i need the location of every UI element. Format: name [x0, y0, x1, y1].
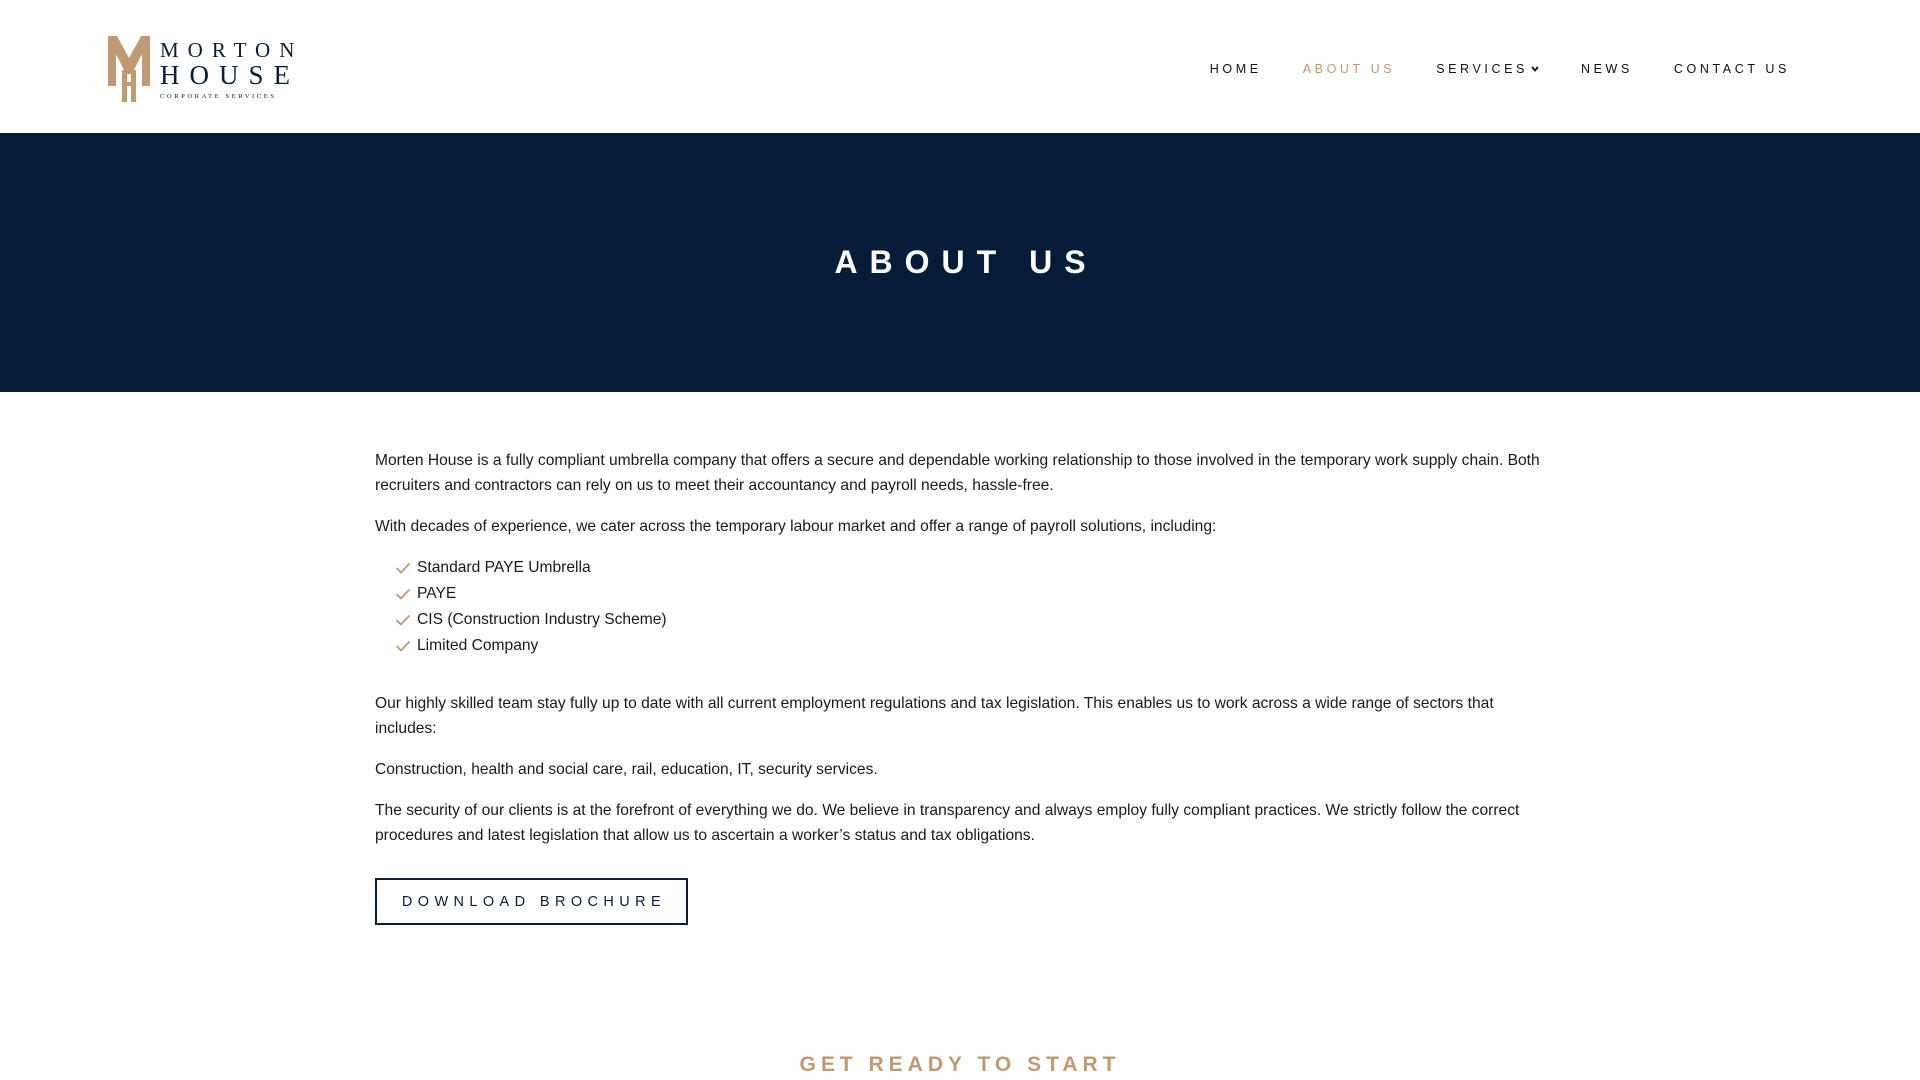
main-content	[375, 448, 1555, 864]
nav-item-contact-us[interactable]	[1674, 62, 1790, 76]
payroll-solutions-list	[395, 555, 1555, 659]
list-item	[395, 555, 1555, 581]
list-item	[395, 607, 1555, 633]
nav-item-label: ABOUT US	[1302, 62, 1396, 76]
list-item-label: PAYE	[417, 585, 457, 602]
page-title: ABOUT US	[834, 244, 1098, 280]
main-nav	[1169, 62, 1790, 76]
check-icon	[395, 613, 411, 627]
chevron-down-icon	[1530, 64, 1540, 74]
intro-paragraph: Morten House is a fully compliant umbrella company that offers a secure and dependable working relationship to those involved in the temporary work supply chain. Both recruiters and contractors can rely on us to meet their accountancy and payroll needs, hassle-free.	[375, 452, 1540, 494]
cta-heading: GET READY TO START	[799, 1053, 1121, 1076]
check-icon	[395, 561, 411, 575]
site-header	[0, 0, 1920, 133]
security-paragraph: The security of our clients is at the forefront of everything we do. We believe in transparency and always employ fully compliant practices. We strictly follow the correct procedures and latest legislation that allow us to ascertain a worker’s status and tax obligations.	[375, 802, 1520, 844]
list-item-label: CIS (Construction Industry Scheme)	[417, 611, 667, 628]
nav-item-news[interactable]	[1581, 62, 1633, 76]
check-icon	[395, 587, 411, 601]
team-paragraph: Our highly skilled team stay fully up to date with all current employment regulations and tax legislation. This enables us to work across a wide range of sectors that includes:	[375, 695, 1494, 737]
nav-item-label: NEWS	[1580, 62, 1633, 76]
list-item-label: Limited Company	[417, 637, 539, 654]
list-item	[395, 633, 1555, 659]
nav-item-label: HOME	[1209, 62, 1262, 76]
nav-item-services[interactable]	[1436, 62, 1540, 76]
experience-paragraph: With decades of experience, we cater across the temporary labour market and offer a range of payroll solutions, including:	[375, 518, 1217, 535]
list-item	[395, 581, 1555, 607]
logo-name-line1: MORTON	[160, 38, 304, 62]
check-icon	[395, 639, 411, 653]
nav-item-home[interactable]	[1210, 62, 1262, 76]
logo-mark-icon	[108, 36, 150, 102]
logo-tagline: CORPORATE SERVICES	[160, 93, 277, 100]
sectors-paragraph: Construction, health and social care, rail, education, IT, security services.	[375, 761, 878, 778]
download-brochure-button[interactable]: DOWNLOAD BROCHURE	[375, 878, 688, 925]
logo-name-line2: HOUSE	[160, 60, 301, 90]
nav-item-label: CONTACT US	[1673, 62, 1790, 76]
logo[interactable]	[108, 36, 304, 102]
list-item-label: Standard PAYE Umbrella	[417, 559, 591, 576]
hero-banner	[0, 133, 1920, 392]
nav-item-about-us[interactable]	[1303, 62, 1395, 76]
nav-item-label: SERVICES	[1436, 62, 1528, 76]
